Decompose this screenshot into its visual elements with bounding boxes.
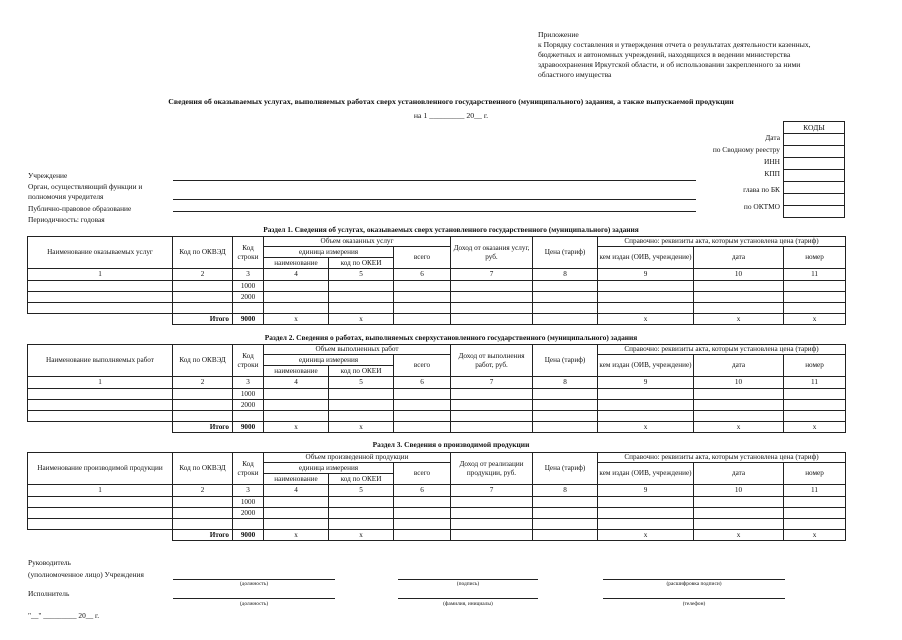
total-row	[28, 314, 846, 325]
appendix-line: бюджетных и автономных учреждений, находящихся в ведении министерства	[538, 50, 791, 60]
total-code: 9000	[233, 530, 264, 541]
col-num: 6	[394, 269, 451, 281]
header-reference: Справочно: реквизиты акта, которым установлена цена (тариф)	[598, 237, 846, 247]
col-num: 2	[173, 377, 233, 389]
header-price: Цена (тариф)	[533, 453, 598, 485]
total-label: Итого	[173, 530, 233, 541]
col-num: 10	[694, 269, 784, 281]
founder-label-line2: полномочия учредителя	[28, 192, 104, 201]
code-cell-bk[interactable]	[784, 182, 845, 194]
caption-position: (должность)	[239, 601, 269, 607]
x-mark: х	[694, 530, 784, 541]
section-3-title: Раздел 3. Сведения о производимой продукции	[372, 440, 530, 449]
col-num: 9	[598, 485, 694, 497]
code-label-registry: по Сводному реестру	[712, 145, 780, 154]
col-num: 3	[233, 485, 264, 497]
code-cell-extra[interactable]	[784, 206, 845, 218]
section-1-title: Раздел 1. Сведения об услугах, оказываемых сверх установленного государственного (муниципального) задания	[263, 225, 639, 234]
caption-decoding: (расшифровка подписи)	[666, 581, 722, 587]
header-income: Доход от оказания услуг, руб.	[451, 237, 533, 269]
appendix-line: к Порядку составления и утверждения отчета о результатах деятельности казенных,	[538, 40, 811, 50]
appendix-block	[538, 30, 878, 80]
column-number-row	[28, 377, 846, 389]
table-row[interactable]	[28, 497, 846, 508]
header-income: Доход от выполнения работ, руб.	[451, 345, 533, 377]
code-cell-inn[interactable]	[784, 158, 845, 170]
founder-label-line1: Орган, осуществляющий функции и	[28, 182, 143, 191]
col-num: 10	[694, 377, 784, 389]
executor-position-field[interactable]	[173, 598, 335, 599]
header-okei: код по ОКЕИ	[329, 258, 394, 269]
legal-entity-label: Публично-правовое образование	[28, 204, 132, 213]
col-num: 10	[694, 485, 784, 497]
header-unit: единица измерения	[264, 355, 394, 366]
x-mark: х	[598, 530, 694, 541]
col-num: 11	[784, 377, 846, 389]
x-mark: х	[694, 422, 784, 433]
col-num: 5	[329, 485, 394, 497]
legal-entity-field[interactable]	[173, 211, 696, 212]
total-row	[28, 422, 846, 433]
header-reference: Справочно: реквизиты акта, которым установлена цена (тариф)	[598, 453, 846, 463]
header-date: дата	[694, 463, 784, 485]
signature-date: "__" _________ 20__ г.	[28, 611, 100, 620]
header-name: Наименование выполняемых работ	[28, 345, 173, 377]
x-mark: х	[264, 422, 329, 433]
header-unit-name: наименование	[264, 474, 329, 485]
x-mark: х	[329, 314, 394, 325]
code-cell-registry[interactable]	[784, 146, 845, 158]
row-code: 1000	[233, 281, 264, 292]
code-label-date: Дата	[765, 133, 780, 142]
header-okei: код по ОКЕИ	[329, 474, 394, 485]
code-cell-date[interactable]	[784, 134, 845, 146]
table-row[interactable]	[28, 303, 846, 314]
header-issuer: кем издан (ОИВ, учреждение)	[598, 247, 694, 269]
header-volume: Объем произведенной продукции	[264, 453, 451, 463]
header-number: номер	[784, 247, 846, 269]
col-num: 2	[173, 269, 233, 281]
table-row[interactable]	[28, 292, 846, 303]
header-date: дата	[694, 247, 784, 269]
row-code: 2000	[233, 400, 264, 411]
header-number: номер	[784, 463, 846, 485]
x-mark: х	[694, 314, 784, 325]
codes-table	[783, 121, 845, 218]
header-price: Цена (тариф)	[533, 345, 598, 377]
col-num: 11	[784, 485, 846, 497]
head-label-line1: Руководитель	[28, 558, 71, 567]
x-mark: х	[784, 422, 846, 433]
col-num: 8	[533, 269, 598, 281]
appendix-line: здравоохранения Иркутской области, и об использовании закрепленного за ними	[538, 60, 801, 70]
col-num: 5	[329, 269, 394, 281]
caption-signature: (подпись)	[456, 581, 480, 587]
row-code: 2000	[233, 508, 264, 519]
x-mark: х	[784, 530, 846, 541]
col-num: 11	[784, 269, 846, 281]
institution-field[interactable]	[173, 180, 696, 181]
codes-header: КОДЫ	[784, 122, 845, 134]
col-num: 2	[173, 485, 233, 497]
header-total: всего	[394, 355, 451, 377]
executor-name-field[interactable]	[398, 598, 538, 599]
x-mark: х	[264, 530, 329, 541]
caption-fio: (фамилия, инициалы)	[443, 601, 493, 607]
header-name: Наименование производимой продукции	[28, 453, 173, 485]
header-volume: Объем оказанных услуг	[264, 237, 451, 247]
header-volume: Объем выполненных работ	[264, 345, 451, 355]
header-okved: Код по ОКВЭД	[173, 345, 233, 377]
header-unit-name: наименование	[264, 366, 329, 377]
section-1-table	[27, 236, 846, 325]
executor-phone-field[interactable]	[603, 598, 785, 599]
head-signature-field[interactable]	[398, 579, 538, 580]
row-code: 2000	[233, 292, 264, 303]
header-issuer: кем издан (ОИВ, учреждение)	[598, 463, 694, 485]
col-num: 1	[28, 485, 173, 497]
col-num: 6	[394, 377, 451, 389]
code-label-kpp: КПП	[764, 169, 780, 178]
header-row-code: Код строки	[233, 237, 264, 269]
header-okved: Код по ОКВЭД	[173, 237, 233, 269]
section-2-table	[27, 344, 846, 433]
header-unit-name: наименование	[264, 258, 329, 269]
code-label-bk: глава по БК	[743, 185, 780, 194]
col-num: 8	[533, 485, 598, 497]
section-3-table	[27, 452, 846, 541]
column-number-row	[28, 485, 846, 497]
col-num: 7	[451, 377, 533, 389]
head-name-field[interactable]	[603, 579, 785, 580]
x-mark: х	[598, 314, 694, 325]
header-income: Доход от реализации продукции, руб.	[451, 453, 533, 485]
header-issuer: кем издан (ОИВ, учреждение)	[598, 355, 694, 377]
caption-position: (должность)	[239, 581, 269, 587]
col-num: 3	[233, 269, 264, 281]
header-reference: Справочно: реквизиты акта, которым установлена цена (тариф)	[598, 345, 846, 355]
code-label-inn: ИНН	[763, 157, 780, 166]
code-cell-oktmo[interactable]	[784, 194, 845, 206]
total-row	[28, 530, 846, 541]
section-2-title: Раздел 2. Сведения о работах, выполняемых сверхустановленного государственного (муниципального) задания	[264, 333, 638, 342]
col-num: 9	[598, 377, 694, 389]
header-name: Наименование оказываемых услуг	[28, 237, 173, 269]
header-okei: код по ОКЕИ	[329, 366, 394, 377]
table-row[interactable]	[28, 519, 846, 530]
periodicity-label: Периодичность: годовая	[28, 215, 105, 224]
col-num: 1	[28, 269, 173, 281]
founder-field[interactable]	[173, 199, 696, 200]
x-mark: х	[264, 314, 329, 325]
header-row-code: Код строки	[233, 453, 264, 485]
appendix-line: областного имущества	[538, 70, 612, 80]
appendix-heading: Приложение	[538, 30, 579, 39]
header-unit: единица измерения	[264, 247, 394, 258]
table-row[interactable]	[28, 281, 846, 292]
code-cell-kpp[interactable]	[784, 170, 845, 182]
col-num: 5	[329, 377, 394, 389]
col-num: 7	[451, 269, 533, 281]
col-num: 3	[233, 377, 264, 389]
col-num: 9	[598, 269, 694, 281]
row-code: 1000	[233, 389, 264, 400]
table-row[interactable]	[28, 400, 846, 411]
table-row[interactable]	[28, 389, 846, 400]
header-okved: Код по ОКВЭД	[173, 453, 233, 485]
header-number: номер	[784, 355, 846, 377]
total-label: Итого	[173, 314, 233, 325]
document-title: Сведения об оказываемых услугах, выполняемых работах сверх установленного государственного (муниципального) задания, а также выпускаемой продукции	[168, 97, 734, 106]
x-mark: х	[329, 422, 394, 433]
total-code: 9000	[233, 314, 264, 325]
col-num: 4	[264, 377, 329, 389]
col-num: 1	[28, 377, 173, 389]
caption-phone: (телефон)	[682, 601, 706, 607]
header-row-code: Код строки	[233, 345, 264, 377]
institution-label: Учреждение	[28, 171, 68, 180]
col-num: 7	[451, 485, 533, 497]
x-mark: х	[598, 422, 694, 433]
row-code: 1000	[233, 497, 264, 508]
col-num: 6	[394, 485, 451, 497]
total-code: 9000	[233, 422, 264, 433]
table-row[interactable]	[28, 411, 846, 422]
x-mark: х	[784, 314, 846, 325]
col-num: 4	[264, 269, 329, 281]
header-price: Цена (тариф)	[533, 237, 598, 269]
head-position-field[interactable]	[173, 579, 335, 580]
code-label-oktmo: по ОКТМО	[743, 202, 780, 211]
col-num: 8	[533, 377, 598, 389]
head-label-line2: (уполномоченное лицо) Учреждения	[28, 570, 144, 579]
header-total: всего	[394, 247, 451, 269]
header-unit: единица измерения	[264, 463, 394, 474]
header-total: всего	[394, 463, 451, 485]
header-date: дата	[694, 355, 784, 377]
col-num: 4	[264, 485, 329, 497]
total-label: Итого	[173, 422, 233, 433]
executor-label: Исполнитель	[28, 589, 70, 598]
report-date-line: на 1 _________ 20__ г.	[413, 111, 489, 120]
table-row[interactable]	[28, 508, 846, 519]
column-number-row	[28, 269, 846, 281]
x-mark: х	[329, 530, 394, 541]
